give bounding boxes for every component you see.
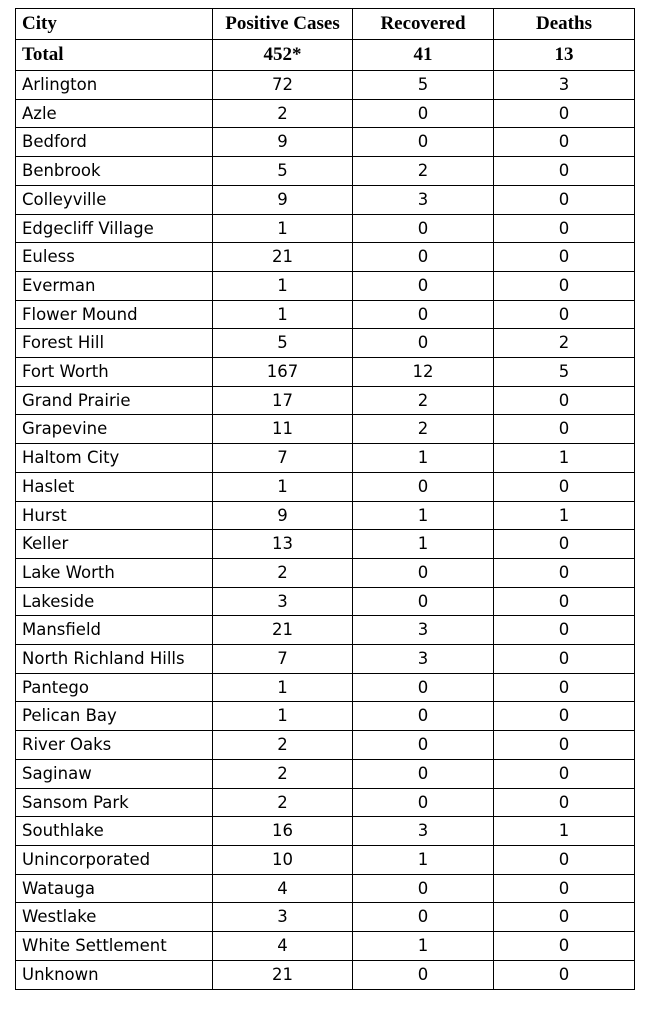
deaths-cell: 1 bbox=[494, 817, 635, 846]
deaths-cell: 0 bbox=[494, 185, 635, 214]
table-row bbox=[16, 501, 635, 530]
city-cell: Haltom City bbox=[16, 444, 213, 473]
table-row bbox=[16, 300, 635, 329]
city-cell: Mansfield bbox=[16, 616, 213, 645]
recovered-cell: 12 bbox=[353, 358, 494, 387]
city-cell: Westlake bbox=[16, 903, 213, 932]
table-row bbox=[16, 214, 635, 243]
deaths-cell: 0 bbox=[494, 932, 635, 961]
deaths-cell: 0 bbox=[494, 300, 635, 329]
city-cell: Lake Worth bbox=[16, 558, 213, 587]
deaths-cell: 0 bbox=[494, 271, 635, 300]
positive-cases-cell: 16 bbox=[213, 817, 353, 846]
city-cell: Flower Mound bbox=[16, 300, 213, 329]
header-recovered: Recovered bbox=[353, 9, 494, 40]
positive-cases-cell: 9 bbox=[213, 185, 353, 214]
recovered-cell: 2 bbox=[353, 415, 494, 444]
positive-cases-cell: 72 bbox=[213, 71, 353, 100]
positive-cases-cell: 4 bbox=[213, 932, 353, 961]
city-cell: Forest Hill bbox=[16, 329, 213, 358]
header-city: City bbox=[16, 9, 213, 40]
positive-cases-cell: 2 bbox=[213, 558, 353, 587]
recovered-cell: 0 bbox=[353, 587, 494, 616]
city-cell: Unincorporated bbox=[16, 845, 213, 874]
table-row bbox=[16, 329, 635, 358]
positive-cases-cell: 5 bbox=[213, 329, 353, 358]
city-cell: Pantego bbox=[16, 673, 213, 702]
table-row bbox=[16, 157, 635, 186]
total-recovered: 41 bbox=[353, 40, 494, 71]
table-row bbox=[16, 932, 635, 961]
table-row bbox=[16, 243, 635, 272]
deaths-cell: 0 bbox=[494, 903, 635, 932]
positive-cases-cell: 21 bbox=[213, 616, 353, 645]
recovered-cell: 2 bbox=[353, 157, 494, 186]
table-row bbox=[16, 386, 635, 415]
positive-cases-cell: 7 bbox=[213, 444, 353, 473]
deaths-cell: 2 bbox=[494, 329, 635, 358]
deaths-cell: 0 bbox=[494, 874, 635, 903]
city-cell: Haslet bbox=[16, 472, 213, 501]
deaths-cell: 1 bbox=[494, 501, 635, 530]
positive-cases-cell: 2 bbox=[213, 759, 353, 788]
city-cell: Euless bbox=[16, 243, 213, 272]
table-row bbox=[16, 472, 635, 501]
cases-by-city-table-container bbox=[15, 8, 635, 990]
deaths-cell: 0 bbox=[494, 645, 635, 674]
table-row bbox=[16, 731, 635, 760]
city-cell: Hurst bbox=[16, 501, 213, 530]
city-cell: Grapevine bbox=[16, 415, 213, 444]
city-cell: Fort Worth bbox=[16, 358, 213, 387]
deaths-cell: 5 bbox=[494, 358, 635, 387]
table-header bbox=[16, 9, 635, 40]
deaths-cell: 0 bbox=[494, 128, 635, 157]
table-row bbox=[16, 99, 635, 128]
table-row bbox=[16, 960, 635, 989]
deaths-cell: 0 bbox=[494, 788, 635, 817]
table-row bbox=[16, 817, 635, 846]
recovered-cell: 0 bbox=[353, 214, 494, 243]
city-cell: Watauga bbox=[16, 874, 213, 903]
positive-cases-cell: 11 bbox=[213, 415, 353, 444]
city-cell: Southlake bbox=[16, 817, 213, 846]
table-row bbox=[16, 415, 635, 444]
recovered-cell: 0 bbox=[353, 243, 494, 272]
recovered-cell: 0 bbox=[353, 702, 494, 731]
deaths-cell: 0 bbox=[494, 472, 635, 501]
cases-by-city-table bbox=[15, 8, 635, 990]
positive-cases-cell: 1 bbox=[213, 271, 353, 300]
positive-cases-cell: 2 bbox=[213, 99, 353, 128]
positive-cases-cell: 13 bbox=[213, 530, 353, 559]
positive-cases-cell: 17 bbox=[213, 386, 353, 415]
table-row bbox=[16, 358, 635, 387]
table-row bbox=[16, 185, 635, 214]
deaths-cell: 1 bbox=[494, 444, 635, 473]
recovered-cell: 0 bbox=[353, 300, 494, 329]
positive-cases-cell: 1 bbox=[213, 300, 353, 329]
recovered-cell: 0 bbox=[353, 558, 494, 587]
deaths-cell: 0 bbox=[494, 731, 635, 760]
recovered-cell: 2 bbox=[353, 386, 494, 415]
header-deaths: Deaths bbox=[494, 9, 635, 40]
recovered-cell: 1 bbox=[353, 530, 494, 559]
city-cell: Lakeside bbox=[16, 587, 213, 616]
deaths-cell: 0 bbox=[494, 673, 635, 702]
recovered-cell: 0 bbox=[353, 673, 494, 702]
recovered-cell: 1 bbox=[353, 444, 494, 473]
table-row bbox=[16, 616, 635, 645]
table-row bbox=[16, 788, 635, 817]
city-cell: Sansom Park bbox=[16, 788, 213, 817]
positive-cases-cell: 9 bbox=[213, 128, 353, 157]
city-cell: Pelican Bay bbox=[16, 702, 213, 731]
recovered-cell: 0 bbox=[353, 472, 494, 501]
deaths-cell: 0 bbox=[494, 214, 635, 243]
deaths-cell: 0 bbox=[494, 415, 635, 444]
table-row bbox=[16, 702, 635, 731]
table-row bbox=[16, 128, 635, 157]
city-cell: Edgecliff Village bbox=[16, 214, 213, 243]
table-row bbox=[16, 874, 635, 903]
positive-cases-cell: 2 bbox=[213, 788, 353, 817]
recovered-cell: 0 bbox=[353, 759, 494, 788]
recovered-cell: 3 bbox=[353, 185, 494, 214]
city-cell: Benbrook bbox=[16, 157, 213, 186]
city-cell: North Richland Hills bbox=[16, 645, 213, 674]
recovered-cell: 5 bbox=[353, 71, 494, 100]
recovered-cell: 0 bbox=[353, 788, 494, 817]
deaths-cell: 0 bbox=[494, 99, 635, 128]
positive-cases-cell: 21 bbox=[213, 960, 353, 989]
recovered-cell: 1 bbox=[353, 932, 494, 961]
table-body bbox=[16, 40, 635, 990]
total-row bbox=[16, 40, 635, 71]
recovered-cell: 3 bbox=[353, 817, 494, 846]
deaths-cell: 0 bbox=[494, 845, 635, 874]
positive-cases-cell: 10 bbox=[213, 845, 353, 874]
deaths-cell: 0 bbox=[494, 243, 635, 272]
city-cell: Unknown bbox=[16, 960, 213, 989]
deaths-cell: 0 bbox=[494, 759, 635, 788]
positive-cases-cell: 9 bbox=[213, 501, 353, 530]
city-cell: Grand Prairie bbox=[16, 386, 213, 415]
deaths-cell: 0 bbox=[494, 960, 635, 989]
positive-cases-cell: 4 bbox=[213, 874, 353, 903]
table-row bbox=[16, 530, 635, 559]
positive-cases-cell: 3 bbox=[213, 903, 353, 932]
recovered-cell: 0 bbox=[353, 731, 494, 760]
positive-cases-cell: 1 bbox=[213, 702, 353, 731]
total-deaths: 13 bbox=[494, 40, 635, 71]
table-row bbox=[16, 903, 635, 932]
total-label: Total bbox=[16, 40, 213, 71]
positive-cases-cell: 2 bbox=[213, 731, 353, 760]
recovered-cell: 0 bbox=[353, 903, 494, 932]
recovered-cell: 0 bbox=[353, 271, 494, 300]
table-row bbox=[16, 587, 635, 616]
city-cell: Everman bbox=[16, 271, 213, 300]
recovered-cell: 1 bbox=[353, 501, 494, 530]
recovered-cell: 0 bbox=[353, 874, 494, 903]
table-row bbox=[16, 271, 635, 300]
positive-cases-cell: 1 bbox=[213, 214, 353, 243]
deaths-cell: 0 bbox=[494, 587, 635, 616]
table-row bbox=[16, 645, 635, 674]
city-cell: River Oaks bbox=[16, 731, 213, 760]
positive-cases-cell: 167 bbox=[213, 358, 353, 387]
deaths-cell: 0 bbox=[494, 616, 635, 645]
city-cell: White Settlement bbox=[16, 932, 213, 961]
city-cell: Azle bbox=[16, 99, 213, 128]
deaths-cell: 0 bbox=[494, 157, 635, 186]
positive-cases-cell: 5 bbox=[213, 157, 353, 186]
table-row bbox=[16, 673, 635, 702]
deaths-cell: 0 bbox=[494, 530, 635, 559]
recovered-cell: 1 bbox=[353, 845, 494, 874]
positive-cases-cell: 21 bbox=[213, 243, 353, 272]
table-row bbox=[16, 558, 635, 587]
table-row bbox=[16, 71, 635, 100]
table-row bbox=[16, 444, 635, 473]
city-cell: Keller bbox=[16, 530, 213, 559]
recovered-cell: 0 bbox=[353, 960, 494, 989]
positive-cases-cell: 3 bbox=[213, 587, 353, 616]
positive-cases-cell: 1 bbox=[213, 472, 353, 501]
recovered-cell: 0 bbox=[353, 329, 494, 358]
table-row bbox=[16, 845, 635, 874]
city-cell: Saginaw bbox=[16, 759, 213, 788]
positive-cases-cell: 7 bbox=[213, 645, 353, 674]
city-cell: Arlington bbox=[16, 71, 213, 100]
deaths-cell: 0 bbox=[494, 702, 635, 731]
header-positive-cases: Positive Cases bbox=[213, 9, 353, 40]
deaths-cell: 0 bbox=[494, 386, 635, 415]
city-cell: Bedford bbox=[16, 128, 213, 157]
city-cell: Colleyville bbox=[16, 185, 213, 214]
table-row bbox=[16, 759, 635, 788]
deaths-cell: 0 bbox=[494, 558, 635, 587]
recovered-cell: 3 bbox=[353, 645, 494, 674]
deaths-cell: 3 bbox=[494, 71, 635, 100]
positive-cases-cell: 1 bbox=[213, 673, 353, 702]
recovered-cell: 0 bbox=[353, 99, 494, 128]
total-positive-cases: 452* bbox=[213, 40, 353, 71]
recovered-cell: 0 bbox=[353, 128, 494, 157]
header-row bbox=[16, 9, 635, 40]
recovered-cell: 3 bbox=[353, 616, 494, 645]
